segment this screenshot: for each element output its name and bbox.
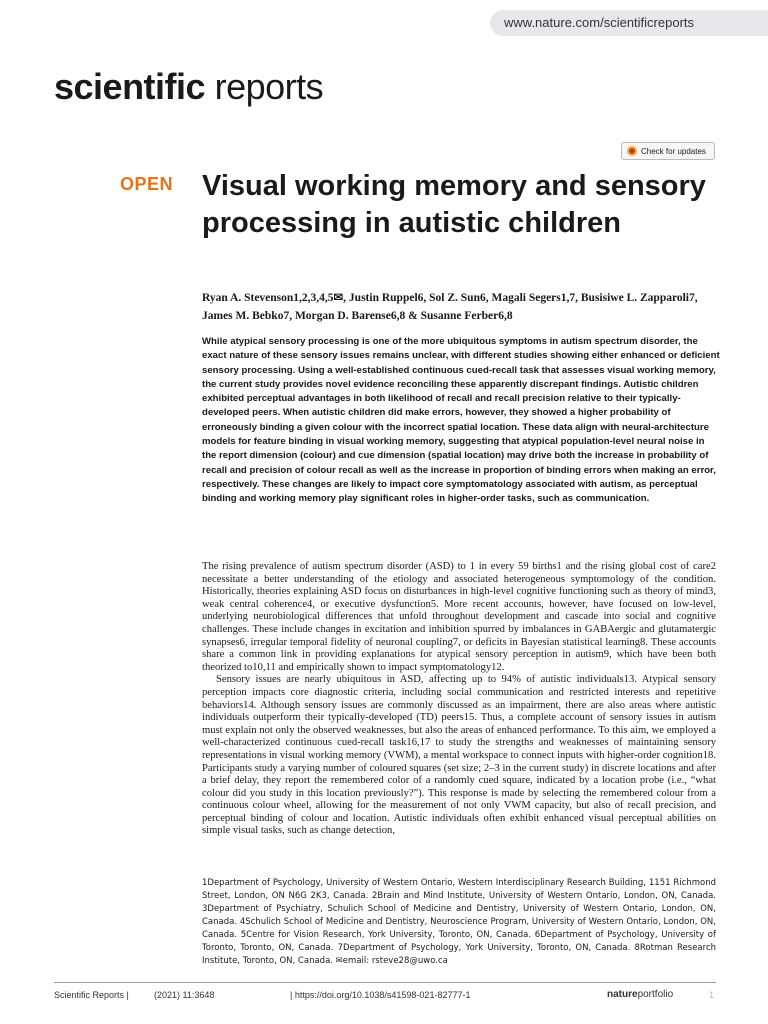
check-for-updates-button[interactable] (621, 142, 715, 160)
brand-bold: nature (607, 989, 638, 1000)
journal-url[interactable]: www.nature.com/scientificreports (490, 10, 768, 36)
body-paragraph-2: Sensory issues are nearly ubiquitous in ASD, affecting up to 94% of autistic individuals13. Atypical sensory perception impacts core diagnostic criteria, including social communication and restricted interests and repetitive behaviors14. Although sensory issues are commonly discussed as an impairment, there are also areas where autistic individuals outperform their typically-developed (TD) peers15. Thus, a complete account of sensory issues in autism must explain not only the observed weaknesses, but also the areas of enhanced performance. To this aim, we employed a well-characterized continuous cued-recall task16,17 to study the strengths and weaknesses of maintaining sensory representations in visual working memory (VWM), a mental workspace to connect inputs with higher-order cognition18. Participants study a varying number of coloured squares (set size; 2–3 in the current study) in discrete locations and after a brief delay, they report the remembered color of a randomly cued square, indicated by a location probe (i.e., “what colour did you study in this location previously?”). This response is made by selecting the remembered colour from a continuous colour wheel, allowing for the measurement of not only VWM capacity, but also of recall precision, and perceptual binding of colour and location. Autistic individuals often exhibit enhanced visual perceptual abilities on simple visual tasks, such as change detection, (202, 674, 716, 837)
body-paragraph-1: The rising prevalence of autism spectrum disorder (ASD) to 1 in every 59 births1 and the rising global cost of care2 necessitate a better understanding of the etiology and associated heterogeneous symptomology of the condition. Historically, theories explaining ASD focus on disturbances in high-level cognitive functioning such as theory of mind3, weak central coherence4, or executive dysfunction5. More recent accounts, however, have focused on low-level, underlying neurobiological differences that unfold throughout development and cascade into social and cognitive challenges. These include changes in excitation and inhibition spurred by imbalances in GABAergic and glutamatergic synapses6, irregular temporal fidelity of neuronal coupling7, or deficits in Bayesian statistical learning8. These accounts share a common link in providing explanations for atypical sensory perception in autism9, which have been both theorized to10,11 and empirically shown to impact symptomatology12. (202, 561, 716, 673)
body-text (202, 561, 716, 838)
journal-logo (54, 66, 323, 108)
open-access-label: OPEN (120, 174, 174, 194)
crossmark-icon (627, 146, 637, 156)
footer-doi-link[interactable]: | https://doi.org/10.1038/s41598-021-82777-1 (290, 990, 471, 1000)
logo-light: reports (214, 66, 324, 107)
brand-light: portfolio (637, 989, 674, 1000)
footer-divider (54, 982, 716, 983)
affiliations: 1Department of Psychology, University of Western Ontario, Western Interdisciplinary Research Building, 1151 Richmond Street, London, ON N6G 2K3, Canada. 2Brain and Mind Institute, University of Western Ontario, London, ON, Canada. 3Department of Psychiatry, Schulich School of Medicine and Dentistry, University of Western Ontario, London, ON, Canada. 4Schulich School of Medicine and Dentistry, Neuroscience Program, University of Western Ontario, London, ON, Canada. 5Centre for Vision Research, York University, Toronto, ON, Canada. 6Department of Psychology, University of Toronto, Toronto, ON, Canada. 7Department of Psychology, York University, Toronto, ON, Canada. 8Rotman Research Institute, Toronto, ON, Canada. ✉email: rsteve28@uwo.ca (202, 878, 716, 966)
logo-bold: scientific (54, 66, 206, 107)
article-title: Visual working memory and sensory processing in autistic children (202, 170, 706, 239)
nature-portfolio-logo (607, 989, 673, 1000)
check-updates-label: Check for updates (641, 146, 706, 156)
page-number: 1 (709, 990, 715, 1000)
footer-volume: (2021) 11:3648 (154, 990, 215, 1000)
footer-journal: Scientific Reports | (54, 990, 129, 1000)
author-list: Ryan A. Stevenson1,2,3,4,5✉, Justin Ruppel6, Sol Z. Sun6, Magali Segers1,7, Busisiwe L. Zapparoli7, James M. Bebko7, Morgan D. Barense6,8 & Susanne Ferber6,8 (202, 292, 698, 322)
abstract: While atypical sensory processing is one of the more ubiquitous symptoms in autism spectrum disorder, the exact nature of these sensory issues remains unclear, with different studies showing either enhanced or deficient sensory processing. Using a well-established continuous cued-recall task that assesses visual working memory, the current study provides novel evidence reconciling these apparently discrepant findings. Autistic children exhibited perceptual advantages in both likelihood of recall and recall precision relative to their typically-developed peers. When autistic children did make errors, however, they showed a higher probability of erroneously binding a given colour with the incorrect spatial location. These data align with neural-architecture models for feature binding in visual working memory, suggesting that atypical population-level neural noise in the report dimension (colour) and cue dimension (spatial location) may drive both the increase in probability of recall and precision of colour recall as well as the increase in proportion of binding errors when making an error, respectively. These changes are likely to impact core symptomatology associated with autism, as perceptual binding and working memory play significant roles in higher-order tasks, such as communication. (202, 336, 720, 505)
